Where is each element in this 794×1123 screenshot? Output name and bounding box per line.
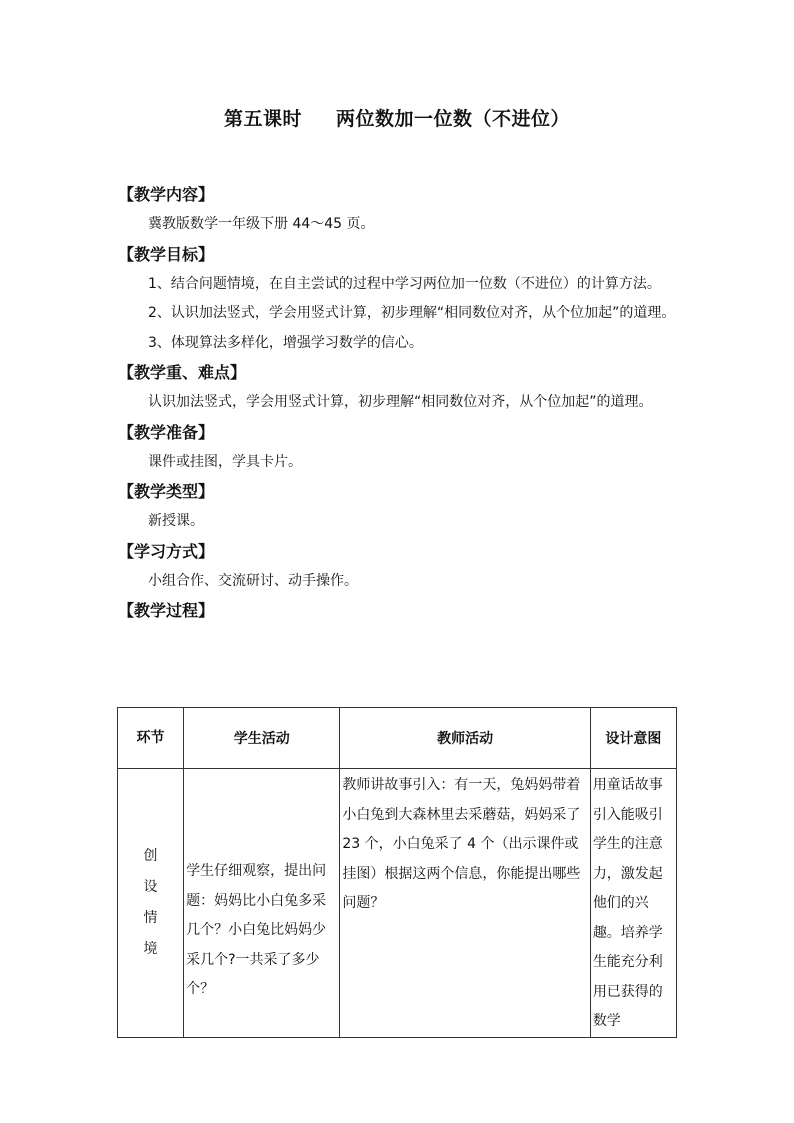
section-heading-type: 【教学类型】 — [118, 482, 215, 501]
stage-cell — [118, 769, 184, 1038]
page-title — [0, 104, 794, 131]
table-header-row — [118, 708, 677, 769]
goal-item-2: 2、认识加法竖式，学会用竖式计算，初步理解“相同数位对齐，从个位加起”的道理。 — [148, 305, 676, 321]
table-row — [118, 769, 677, 1038]
type-text: 新授课。 — [148, 513, 204, 529]
design-intent-text: 用童话故事引入能吸引学生的注意力，激发起他们的兴趣。培养学生能充分利用已获得的数学 — [592, 777, 663, 1029]
section-heading-preparation: 【教学准备】 — [118, 422, 215, 442]
key-points-text: 认识加法竖式，学会用竖式计算，初步理解“相同数位对齐，从个位加起”的道理。 — [148, 394, 653, 410]
section-heading-goals: 【教学目标】 — [118, 244, 215, 264]
method-text: 小组合作、交流研讨、动手操作。 — [148, 572, 358, 589]
header-student-activity: 学生活动 — [184, 708, 340, 769]
student-activity-cell — [184, 769, 340, 1038]
stage-char: 情 — [143, 909, 158, 926]
teaching-process-table — [117, 707, 677, 1038]
design-intent-cell — [590, 769, 676, 1038]
goal-item-3: 3、体现算法多样化，增强学习数学的信心。 — [148, 334, 423, 351]
lesson-topic: 两位数加一位数（不进位） — [336, 108, 571, 130]
teacher-activity-cell — [340, 769, 590, 1038]
lesson-plan-body — [118, 180, 680, 626]
section-heading-content: 【教学内容】 — [118, 185, 215, 204]
stage-char: 境 — [143, 940, 158, 957]
stage-char: 设 — [143, 878, 158, 895]
preparation-text: 课件或挂图，学具卡片。 — [148, 453, 302, 470]
section-heading-method: 【学习方式】 — [118, 541, 215, 561]
header-stage: 环节 — [118, 708, 184, 769]
student-activity-text: 学生仔细观察，提出问题：妈妈比小白兔多采几个？小白兔比妈妈少采几个?一共采了多少个？ — [186, 863, 327, 997]
lesson-number: 第五课时 — [223, 108, 302, 130]
stage-char: 创 — [143, 847, 158, 864]
header-teacher-activity: 教师活动 — [340, 708, 590, 769]
content-text: 冀教版数学一年级下册 44～45 页。 — [148, 216, 375, 232]
goal-item-1: 1、结合问题情境，在自主尝试的过程中学习两位加一位数（不进位）的计算方法。 — [148, 275, 661, 292]
section-heading-key-points: 【教学重、难点】 — [118, 363, 247, 382]
section-heading-process: 【教学过程】 — [118, 601, 215, 620]
header-design-intent: 设计意图 — [590, 708, 676, 769]
teacher-activity-text: 教师讲故事引入：有一天，兔妈妈带着小白兔到大森林里去采蘑菇，妈妈采了 23 个，小白兔采了 4 个（出示课件或挂图）根据这两个信息，你能提出哪些问题？ — [342, 777, 581, 911]
